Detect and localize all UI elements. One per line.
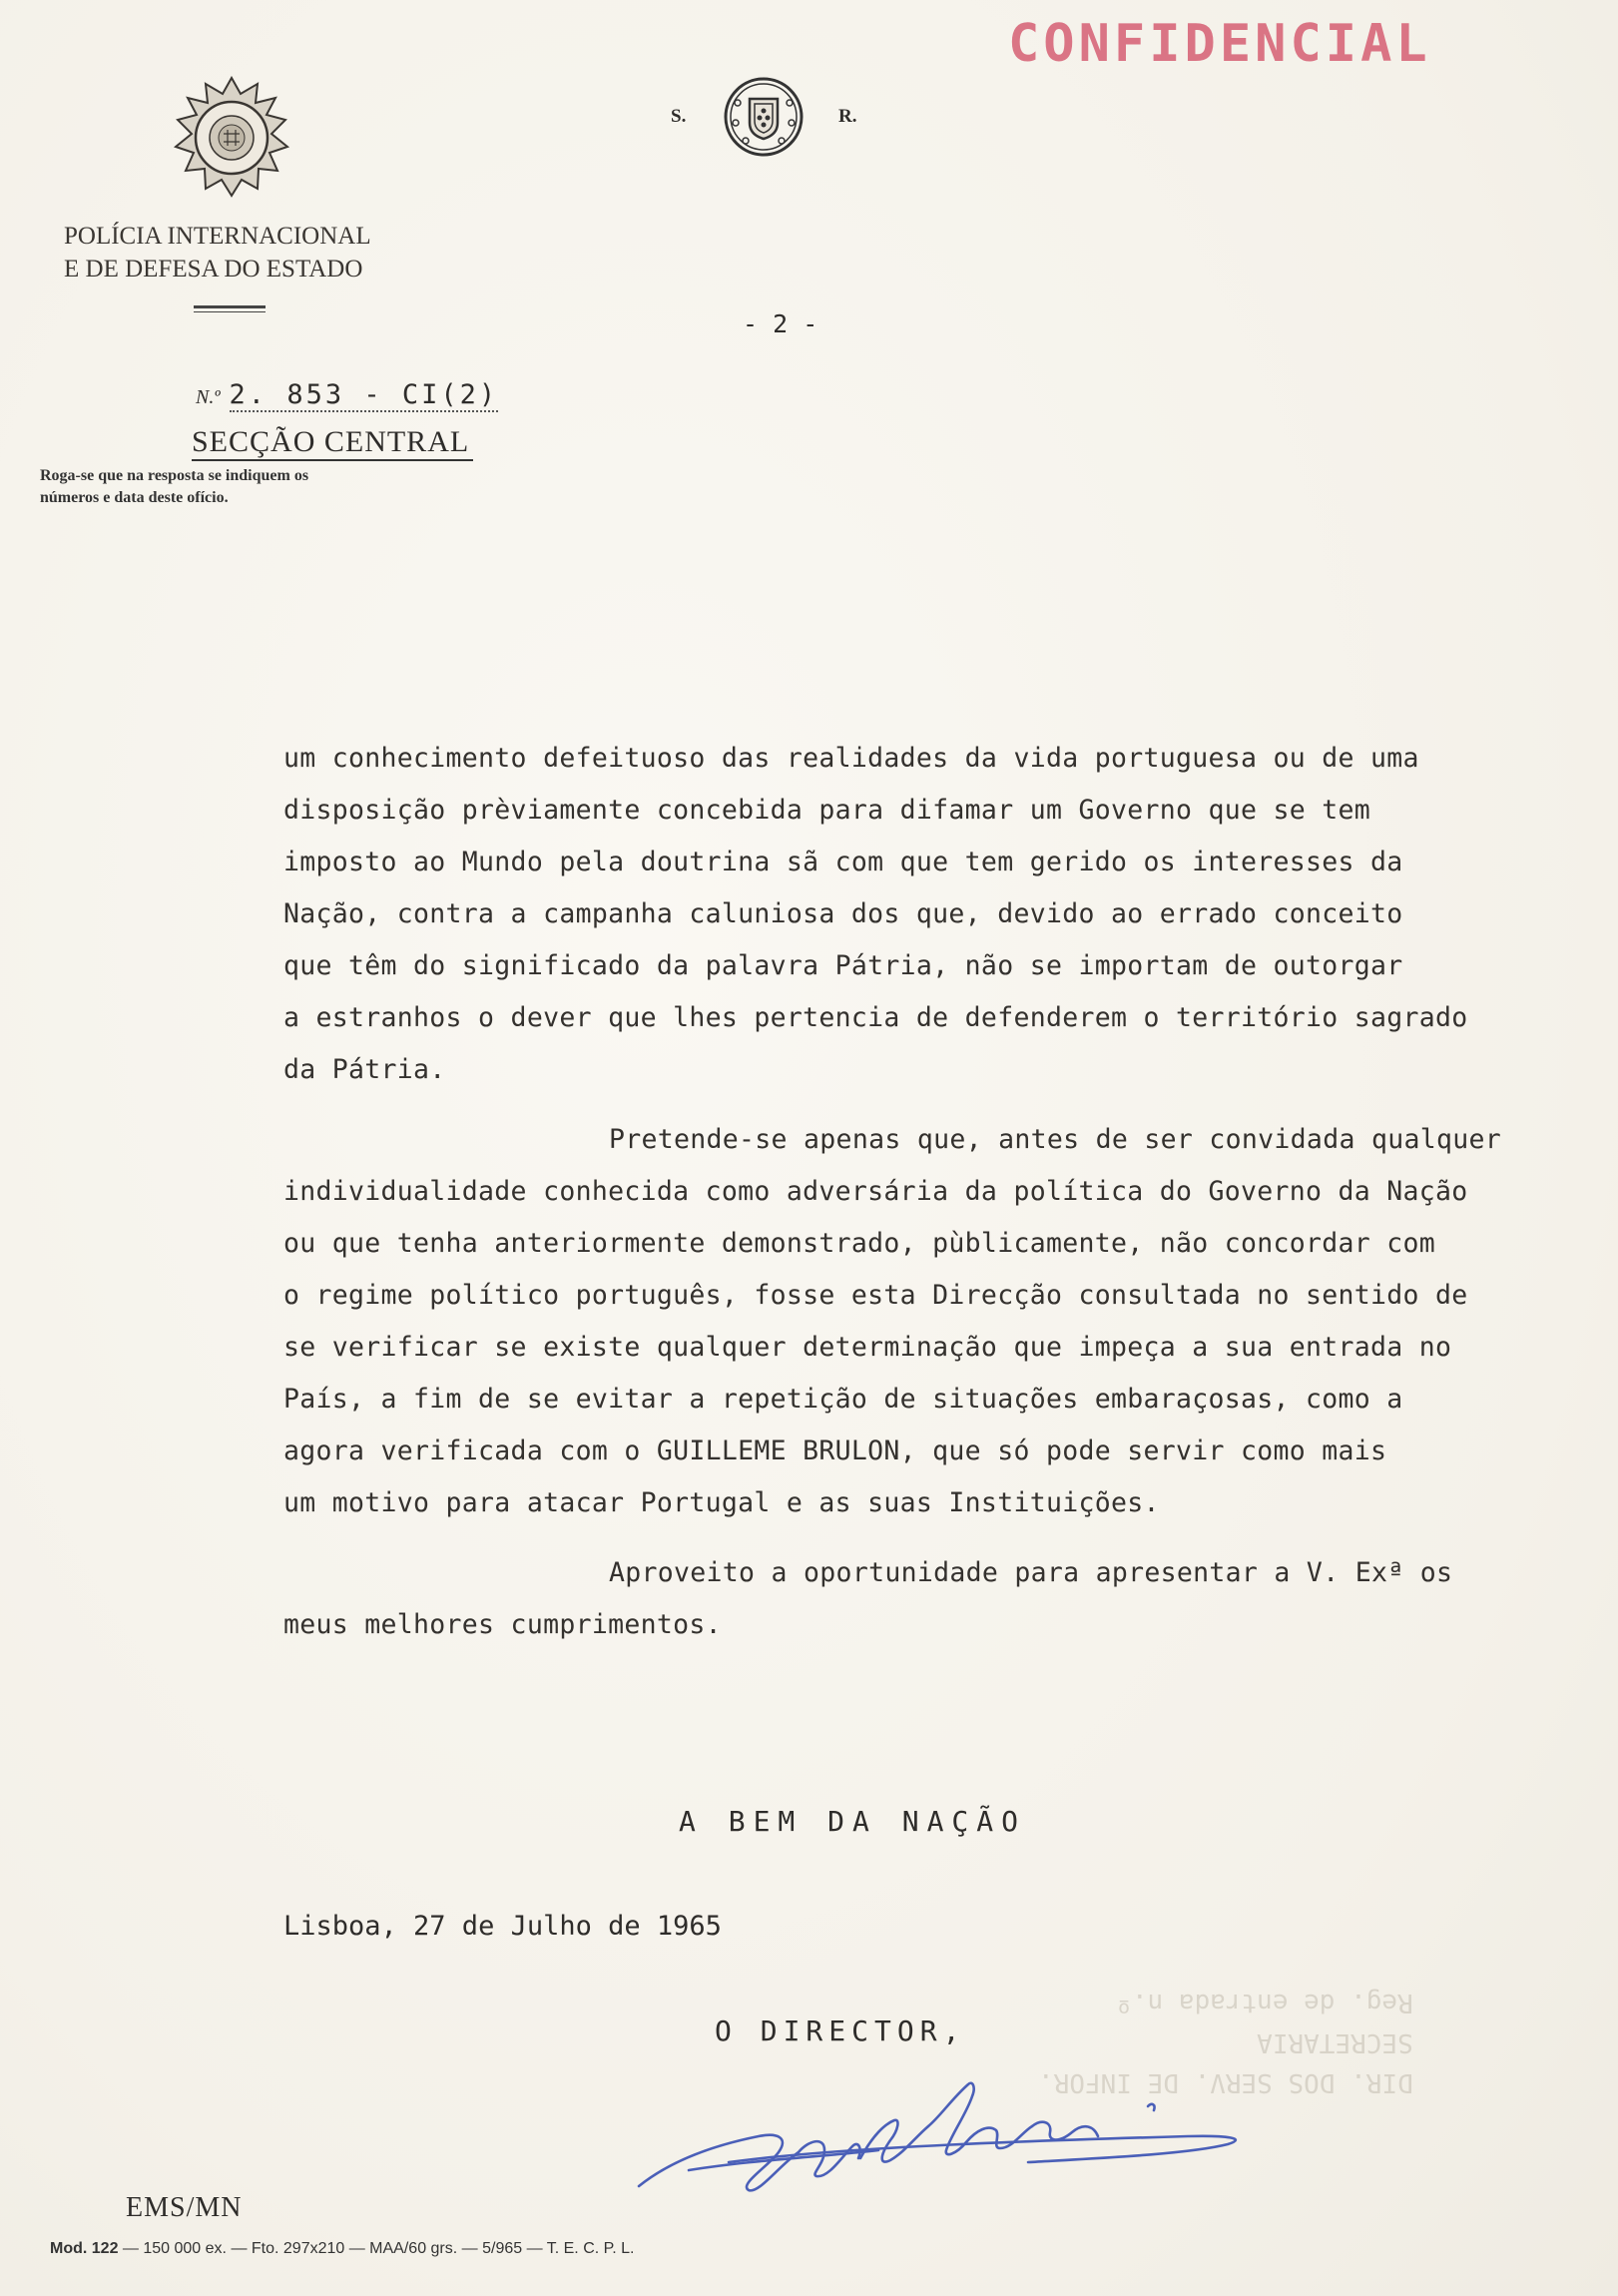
confidential-stamp: CONFIDENCIAL	[1008, 14, 1431, 74]
body-line: que têm do significado da palavra Pátria, não se importam de outorgar	[283, 950, 1403, 981]
page-number: - 2 -	[743, 309, 818, 338]
body-line: um motivo para atacar Portugal e as suas Instituições.	[283, 1487, 1160, 1518]
paragraph-2	[283, 1114, 1591, 1529]
sr-right-label: R.	[838, 106, 857, 127]
stamp-line2: SECRETARIA	[1257, 2027, 1413, 2057]
stamp-line1: DIR. DOS SERV. DE INFOR.	[1038, 2067, 1413, 2097]
sr-left-label: S.	[671, 106, 687, 127]
body-line: agora verificada com o GUILLEME BRULON, que só pode servir como mais	[283, 1435, 1387, 1466]
section-title: SECÇÃO CENTRAL	[192, 425, 473, 461]
paragraph-1	[283, 733, 1591, 1096]
body-line: um conhecimento defeituoso das realidades da vida portuguesa ou de uma	[283, 743, 1419, 774]
body-line: disposição prèviamente concebida para difamar um Governo que se tem	[283, 795, 1371, 826]
stamp-line3: Reg. de entrada n.º	[1116, 1988, 1413, 2017]
body-line: se verificar se existe qualquer determinação que impeça a sua entrada no	[283, 1332, 1452, 1363]
reference-label: N.º	[196, 386, 221, 408]
portuguese-arms-icon	[721, 74, 807, 160]
body-line: a estranhos o dever que lhes pertencia de defenderem o território sagrado	[283, 1002, 1468, 1033]
body-line: individualidade conhecida como adversária da política do Governo da Nação	[283, 1176, 1468, 1207]
reference-number	[196, 379, 498, 411]
letter-body	[283, 733, 1591, 1651]
organization-line1: POLÍCIA INTERNACIONAL	[64, 223, 371, 250]
body-line: Pretende-se apenas que, antes de ser convidada qualquer	[609, 1124, 1501, 1155]
organization-line2: E DE DEFESA DO ESTADO	[64, 256, 363, 283]
print-footer	[50, 2240, 634, 2258]
police-emblem-icon	[170, 76, 293, 200]
signatory-title: O DIRECTOR,	[715, 2014, 966, 2047]
body-line: o regime político português, fosse esta Direcção consultada no sentido de	[283, 1280, 1468, 1311]
place-and-date: Lisboa, 27 de Julho de 1965	[283, 1911, 722, 1942]
divider-rule-thin	[194, 311, 266, 312]
form-code: Mod. 122	[50, 2240, 119, 2257]
body-line: Aproveito a oportunidade para apresentar a V. Exª os	[609, 1557, 1453, 1588]
paragraph-3	[283, 1547, 1591, 1651]
body-line: meus melhores cumprimentos.	[283, 1609, 722, 1640]
body-line: Nação, contra a campanha caluniosa dos que, devido ao errado conceito	[283, 898, 1403, 929]
body-line: País, a fim de se evitar a repetição de situações embaraçosas, como a	[283, 1384, 1403, 1415]
body-line: ou que tenha anteriormente demonstrado, pùblicamente, não concordar com	[283, 1228, 1436, 1259]
handwritten-signature	[629, 2066, 1288, 2206]
typist-initials: EMS/MN	[126, 2192, 243, 2223]
body-line: imposto ao Mundo pela doutrina sã com que tem gerido os interesses da	[283, 847, 1403, 877]
closing-motto: A BEM DA NAÇÃO	[679, 1805, 1027, 1838]
body-line: da Pátria.	[283, 1054, 446, 1085]
print-info: — 150 000 ex. — Fto. 297x210 — MAA/60 grs. — 5/965 — T. E. C. P. L.	[122, 2240, 635, 2257]
reference-value: 2. 853 - CI(2)	[229, 379, 499, 410]
organization-name	[64, 220, 371, 286]
divider-rule	[194, 305, 266, 308]
reply-note: Roga-se que na resposta se indiquem os números e data deste ofício.	[40, 467, 309, 506]
